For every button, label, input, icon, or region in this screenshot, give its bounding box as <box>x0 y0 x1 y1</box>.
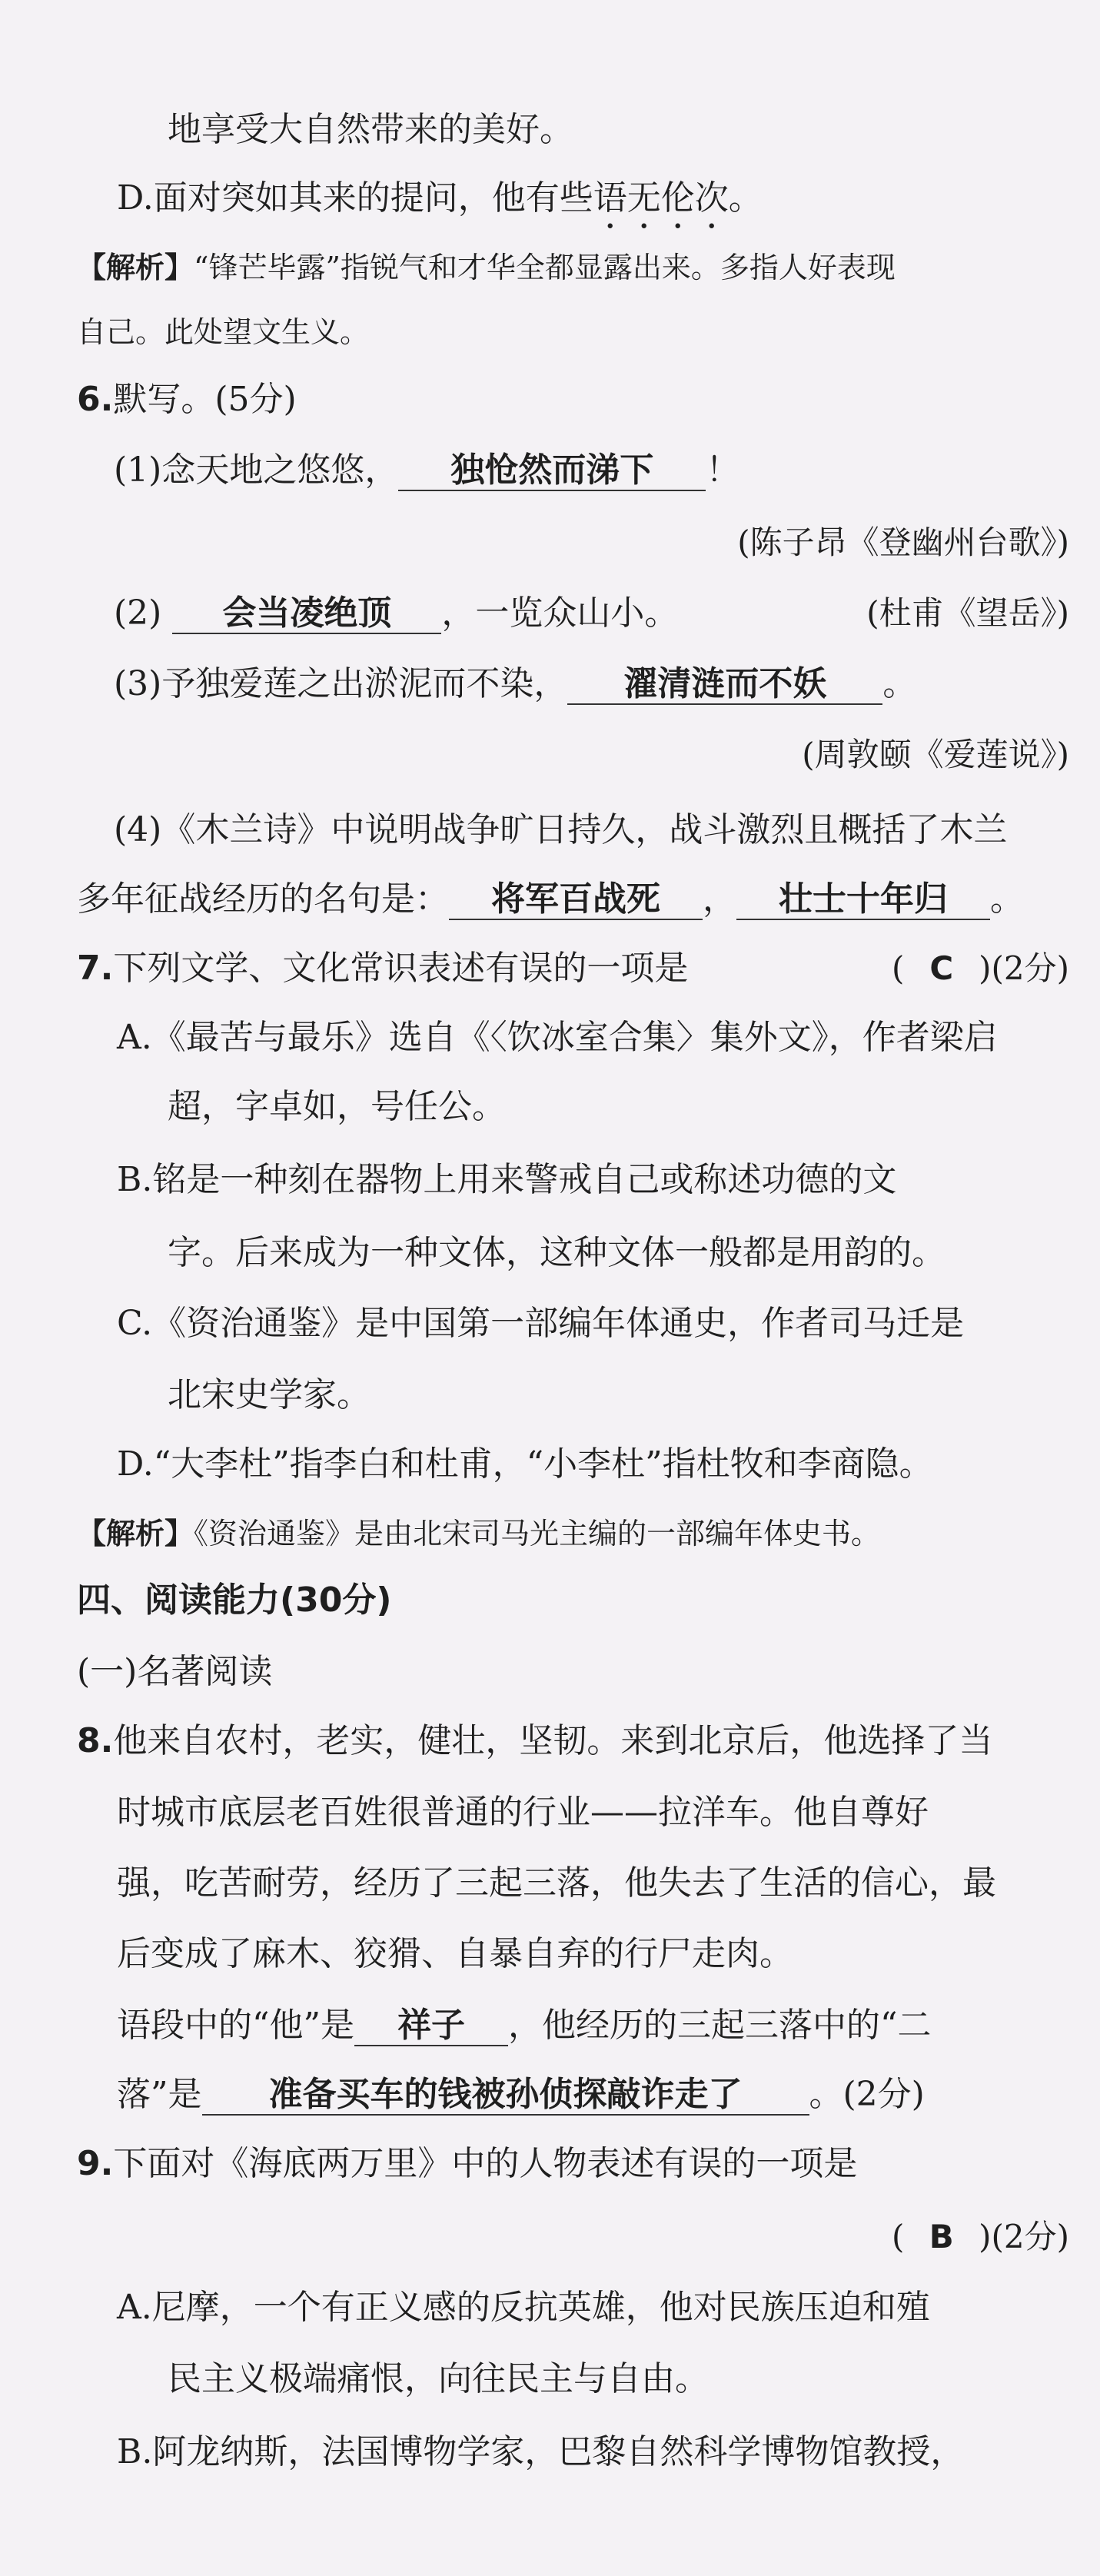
q8-passage-line2: 时城市底层老百姓很普通的行业——拉洋车。他自尊好 <box>117 1793 929 1832</box>
q7-analysis <box>77 1511 880 1557</box>
q7-stem <box>77 946 688 992</box>
q9-bracket-close: )(2分) <box>979 2218 1069 2255</box>
q6-item2-prefix: (2) <box>114 593 162 633</box>
q9-stem-text: 下面对《海底两万里》中的人物表述有误的一项是 <box>113 2144 858 2183</box>
q7-option-a-line2: 超，字卓如，号任公。 <box>168 1087 506 1126</box>
q6-item3-prefix: (3)予独爱莲之出淤泥而不染， <box>114 664 568 703</box>
q7-bracket-open: ( <box>892 949 905 987</box>
q8-passage-line1 <box>77 1718 992 1764</box>
q6-item1-suffix: ！ <box>706 450 740 490</box>
q5-option-c-continuation: 地享受大自然带来的美好。 <box>168 110 573 149</box>
q8-passage-line4: 后变成了麻木、狡猾、自暴自弃的行尸走肉。 <box>117 1934 793 1973</box>
q8-q-mid: ，他经历的三起三落中的“二 <box>508 2006 932 2045</box>
q6-item4-prefix: 多年征战经历的名句是： <box>77 879 449 919</box>
q6-item4-answer-b: 壮士十年归 <box>736 880 990 920</box>
q6-item4-sep: ， <box>703 879 736 919</box>
q7-option-a-line1: A.《最苦与最乐》选自《〈饮冰室合集〉集外文》，作者梁启 <box>117 1018 998 1057</box>
q6-item3-source: (周敦颐《爱莲说》) <box>802 736 1069 773</box>
q7-option-c-line1: C.《资治通鉴》是中国第一部编年体通史，作者司马迁是 <box>117 1304 965 1343</box>
q5-option-d-emphasis: 语无伦次 <box>593 178 729 218</box>
q8-question-line1 <box>117 2003 932 2049</box>
q7-analysis-tag: 【解析】 <box>77 1517 194 1551</box>
q6-item4-line2 <box>77 876 1024 922</box>
q5-analysis-line2: 自己。此处望文生义。 <box>77 315 370 349</box>
q9-answer-bracket <box>892 2214 1069 2260</box>
q8-line1-text: 他来自农村，老实，健壮，坚韧。来到北京后，他选择了当 <box>113 1721 993 1760</box>
q7-analysis-text: 《资治通鉴》是由北宋司马光主编的一部编年体史书。 <box>194 1517 881 1551</box>
q6-item3-suffix: 。 <box>882 664 917 703</box>
q6-item4-line1: (4)《木兰诗》中说明战争旷日持久，战斗激烈且概括了木兰 <box>114 810 1008 849</box>
section4-sub-heading: (一)名著阅读 <box>77 1652 273 1691</box>
q9-option-a-line1: A.尼摩，一个有正义感的反抗英雄，他对民族压迫和殖 <box>117 2288 930 2327</box>
q9-answer: B <box>929 2218 954 2255</box>
q6-number: 6. <box>77 380 114 419</box>
q8-q2-prefix: 落”是 <box>117 2075 202 2114</box>
section4-heading: 四、阅读能力(30分) <box>77 1581 392 1620</box>
q5-analysis-text: “锋芒毕露”指锐气和才华全都显露出来。多指人好表现 <box>194 251 896 284</box>
q7-option-b-line1: B.铭是一种刻在器物上用来警戒自己或称述功德的文 <box>117 1160 897 1199</box>
q5-analysis-line1 <box>77 244 896 291</box>
q9-number: 9. <box>77 2144 114 2183</box>
q8-answer1: 祥子 <box>354 2006 508 2046</box>
q6-item4-suffix: 。 <box>990 879 1024 919</box>
q7-option-c-line2: 北宋史学家。 <box>168 1375 371 1414</box>
q7-bracket-close: )(2分) <box>979 949 1069 987</box>
q9-option-a-line2: 民主义极端痛恨，向往民主与自由。 <box>168 2359 709 2398</box>
q6-item1-source: (陈子昂《登幽州台歌》) <box>737 524 1069 561</box>
q8-answer2: 准备买车的钱被孙侦探敲诈走了 <box>202 2076 809 2116</box>
q7-stem-text: 下列文学、文化常识表述有误的一项是 <box>113 949 689 988</box>
q6-stem-text: 默写。(5分) <box>113 380 297 419</box>
q8-q-prefix: 语段中的“他”是 <box>117 2006 354 2045</box>
q6-item2-suffix: ，一览众山小。 <box>441 593 679 633</box>
q6-item1-answer: 独怆然而涕下 <box>398 451 706 491</box>
q7-number: 7. <box>77 949 114 988</box>
q6-item3-answer: 濯清涟而不妖 <box>567 665 882 705</box>
q6-item3 <box>114 661 916 707</box>
q7-answer: C <box>929 949 954 987</box>
q7-option-d: D.“大李杜”指李白和杜甫，“小李杜”指杜牧和李商隐。 <box>117 1444 933 1484</box>
q5-option-d-suffix: 。 <box>728 178 763 218</box>
q6-stem <box>77 377 297 423</box>
q6-item2-answer: 会当凌绝顶 <box>172 594 441 634</box>
q9-stem <box>77 2141 857 2187</box>
q8-number: 8. <box>77 1721 114 1760</box>
q5-option-d-prefix: D.面对突如其来的提问，他有些 <box>117 178 593 218</box>
q5-option-d <box>117 175 763 237</box>
q5-analysis-tag: 【解析】 <box>77 251 194 284</box>
q8-q2-suffix: 。(2分) <box>809 2075 925 2114</box>
q9-option-b-line1: B.阿龙纳斯，法国博物学家，巴黎自然科学博物馆教授， <box>117 2432 965 2471</box>
q8-passage-line3: 强，吃苦耐劳，经历了三起三落，他失去了生活的信心，最 <box>117 1863 996 1903</box>
q7-answer-bracket <box>892 946 1069 992</box>
q6-item1 <box>114 447 739 494</box>
q6-item2-source: (杜甫《望岳》) <box>866 594 1069 632</box>
q6-item1-prefix: (1)念天地之悠悠， <box>114 450 399 490</box>
q8-question-line2 <box>117 2072 925 2118</box>
q7-option-b-line2: 字。后来成为一种文体，这种文体一般都是用韵的。 <box>168 1233 945 1272</box>
q6-item2 <box>114 590 678 637</box>
q9-bracket-open: ( <box>892 2218 905 2255</box>
q6-item4-answer-a: 将军百战死 <box>449 880 703 920</box>
